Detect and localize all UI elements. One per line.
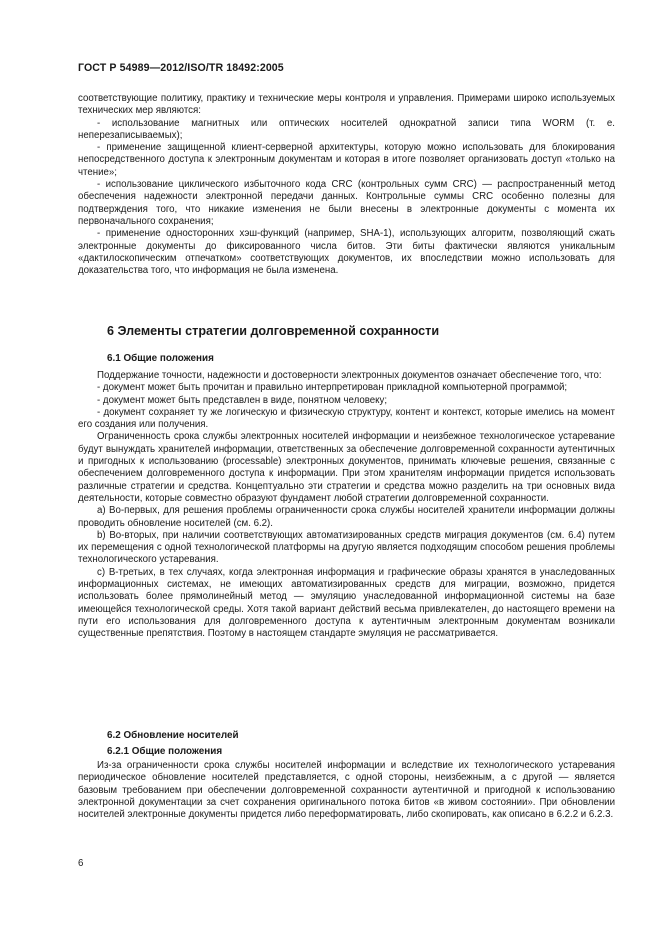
intro-list-item: - применение защищенной клиент-серверной архитектуры, которую можно использовать для блокирования непосредственного доступа к электронным документам и которая в итоге позволяет организовать доступ «только на чтение»; (78, 142, 615, 178)
list-item: с) В-третьих, в тех случаях, когда электронная информация и графические образы хранятся в унаследованных информационных системах, не имеющих автоматизированных средств для миграции, возможно, придется использовать более прямолинейный метод — эмуляцию унаследованной информационной системы на базе имеющейся технологической среды. Хотя такой вариант действий весьма привлекателен, до настоящего времени на пути его использования для долговременного доступа к аутентичным электронным документам возникали существенные препятствия. Поэтому в настоящем стандарте эмуляция не рассматривается. (78, 566, 615, 640)
list-item: - документ может быть прочитан и правильно интерпретирован прикладной компьютерной программой; (97, 382, 568, 394)
section-6-2-1-heading: 6.2.1 Общие положения (107, 746, 223, 757)
document-header: ГОСТ Р 54989—2012/ISO/TR 18492:2005 (78, 62, 284, 74)
paragraph: Из-за ограниченности срока службы носителей информации и вследствие их технологического устаревания периодическое обновление носителей представляется, с одной стороны, неизбежным, а с другой — является базовым требованием при обеспечении долговременной сохранности аутентичной и пригодной к использованию электронной документации за счет сохранения оригинального потока битов «в живом состоянии». При обновлении носителей электронные документы придется либо переформатировать, либо скопировать, как описано в 6.2.2 и 6.2.3. (78, 760, 615, 821)
page-number: 6 (78, 858, 84, 869)
paragraph: Ограниченность срока службы электронных носителей информации и неизбежное технологическое устаревание будут вынуждать хранителей информации, ответственных за обеспечение долговременной сохранности аутентичных и пригодных к использованию (processable) электронных документов, принимать ключевые решения, связанные с обеспечением долговременного доступа к информации. При этом хранителям информации придется использовать различные стратегии и средства. Концептуально эти стратегии и средства можно разделить на три основных вида деятельности, которые совместно образуют фундамент любой стратегии долговременной сохранности. (78, 431, 615, 504)
intro-list-item: - использование магнитных или оптических носителей однократной записи типа WORM (т. е. неперезаписываемых); (78, 117, 615, 141)
list-item: а) Во-первых, для решения проблемы ограниченности срока службы носителей хранители информации должны проводить обновление носителей (см. 6.2). (78, 505, 615, 529)
list-item: b) Во-вторых, при наличии соответствующих автоматизированных средств миграция документов (см. 6.4) путем их перемещения с одной технологической платформы на другую является подходящим способом решения проблемы технологического устаревания. (78, 529, 615, 566)
list-item: - документ сохраняет ту же логическую и физическую структуру, контент и контекст, которые имелись на момент его создания или получения. (78, 406, 615, 431)
section-6-1-body (78, 370, 615, 641)
intro-block (78, 93, 615, 277)
paragraph: Поддержание точности, надежности и достоверности электронных документов означает обеспечение того, что: (97, 370, 602, 381)
intro-list-item: - применение односторонних хэш-функций (например, SHA-1), использующих алгоритм, позволяющий сжать электронные документы до фиксированного числа битов. Эти биты фактически являются уникальным «дактилоскопическим отпечатком» соответствующих документов, их впоследствии можно использовать для доказательства того, что информация не была изменена. (78, 228, 615, 277)
list-item: - документ может быть представлен в виде, понятном человеку; (97, 394, 388, 406)
section-6-heading: 6 Элементы стратегии долговременной сохранности (107, 324, 440, 338)
section-6-1-heading: 6.1 Общие положения (107, 353, 214, 364)
intro-list-item: - использование циклического избыточного кода CRC (контрольных сумм CRC) — распространенный метод обеспечения надежности электронной передачи данных. Контрольные суммы CRC особенно полезны для подтверждения того, что никакие изменения не были внесены в электронные документы с момента их первоначального сохранения; (78, 179, 615, 227)
intro-paragraph: соответствующие политику, практику и технические меры контроля и управления. Примерами широко используемых технических мер являются: (78, 93, 615, 117)
section-6-2-heading: 6.2 Обновление носителей (107, 730, 239, 741)
section-6-2-1-body (78, 760, 615, 821)
